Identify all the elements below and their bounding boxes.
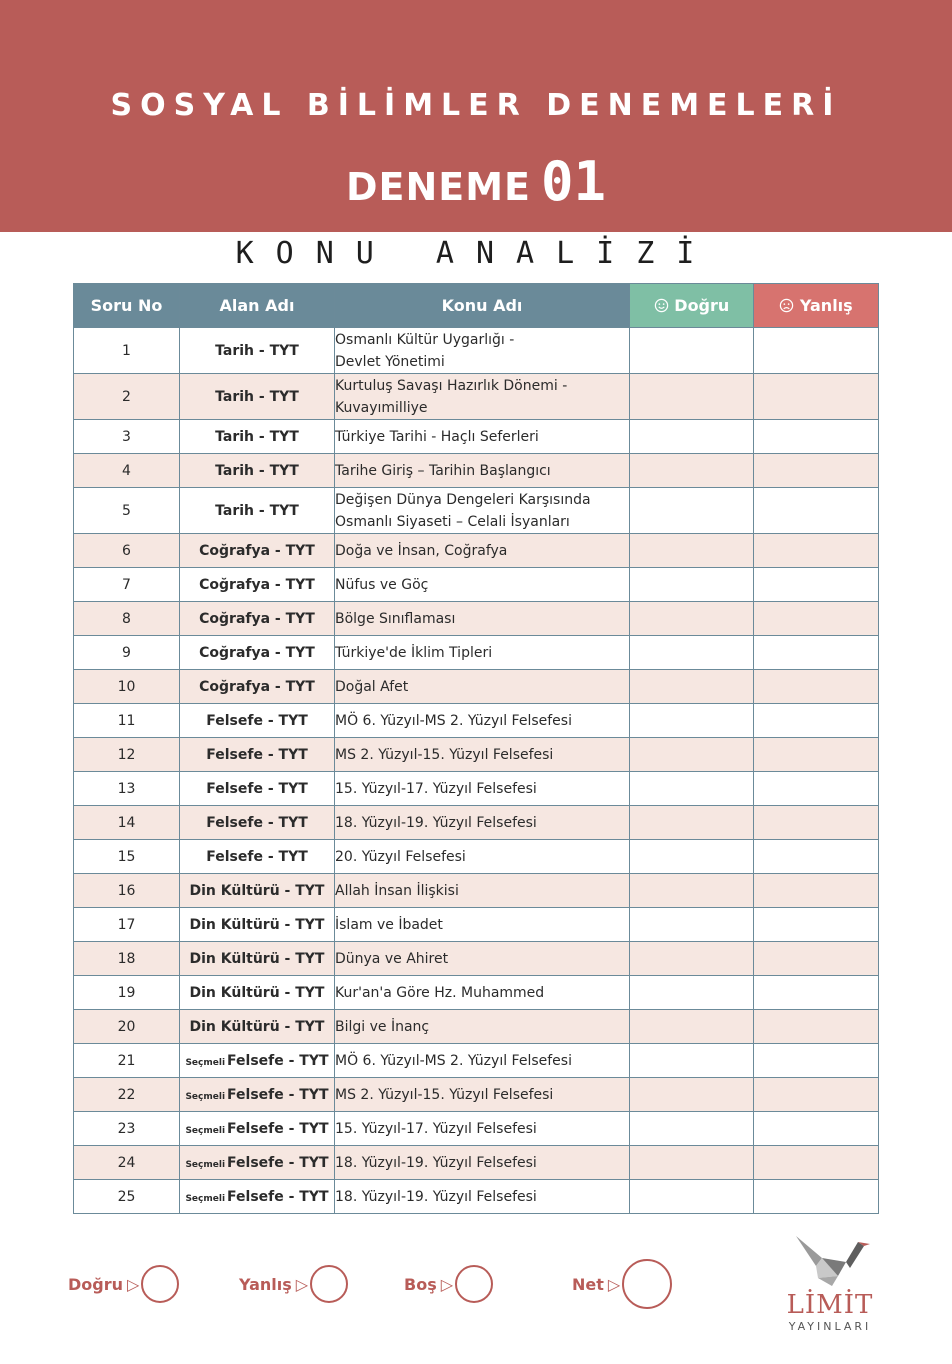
field-label: Coğrafya - TYT: [199, 542, 315, 559]
table-row: [74, 454, 879, 488]
topic-analysis-table: [73, 283, 879, 1214]
wrong-cell[interactable]: [754, 454, 879, 488]
wrong-cell[interactable]: [754, 738, 879, 772]
table-row: [74, 1044, 879, 1078]
field-label: Felsefe - TYT: [206, 848, 308, 865]
correct-cell[interactable]: [630, 806, 754, 840]
topic-name: 18. Yüzyıl-19. Yüzyıl Felsefesi: [335, 1146, 630, 1180]
table-row: [74, 704, 879, 738]
triangle-right-icon: ▷: [440, 1274, 454, 1294]
field-name: [180, 534, 335, 568]
topic-name: Türkiye Tarihi - Haçlı Seferleri: [335, 420, 630, 454]
field-label: Felsefe - TYT: [227, 1052, 329, 1069]
field-label: Coğrafya - TYT: [199, 678, 315, 695]
topic-name: Allah İnsan İlişkisi: [335, 874, 630, 908]
correct-cell[interactable]: [630, 568, 754, 602]
wrong-cell[interactable]: [754, 488, 879, 534]
correct-cell[interactable]: [630, 738, 754, 772]
correct-cell[interactable]: [630, 670, 754, 704]
wrong-cell[interactable]: [754, 806, 879, 840]
question-number: 19: [74, 976, 180, 1010]
logo-name: LİMİT: [786, 1290, 874, 1320]
header-banner: [0, 0, 952, 232]
publisher-logo: [778, 1232, 882, 1336]
header-field-name: Alan Adı: [180, 284, 335, 328]
wrong-cell[interactable]: [754, 942, 879, 976]
footer-correct-label: Doğru: [68, 1274, 124, 1294]
correct-cell[interactable]: [630, 488, 754, 534]
correct-cell[interactable]: [630, 602, 754, 636]
footer-empty-label: Boş: [404, 1274, 437, 1294]
field-name: [180, 1078, 335, 1112]
field-label: Felsefe - TYT: [206, 712, 308, 729]
topic-name: Türkiye'de İklim Tipleri: [335, 636, 630, 670]
table-row: [74, 738, 879, 772]
topic-name: İslam ve İbadet: [335, 908, 630, 942]
question-number: 3: [74, 420, 180, 454]
correct-cell[interactable]: [630, 1044, 754, 1078]
field-name: [180, 908, 335, 942]
series-title: SOSYAL BİLİMLER DENEMELERİ: [110, 88, 842, 123]
question-number: 13: [74, 772, 180, 806]
table-row: [74, 942, 879, 976]
wrong-cell[interactable]: [754, 976, 879, 1010]
field-name: [180, 454, 335, 488]
table-row: [74, 420, 879, 454]
correct-cell[interactable]: [630, 374, 754, 420]
field-name: [180, 806, 335, 840]
topic-name: Nüfus ve Göç: [335, 568, 630, 602]
elective-prefix: Seçmeli: [185, 1125, 226, 1136]
question-number: 18: [74, 942, 180, 976]
topic-name: MS 2. Yüzyıl-15. Yüzyıl Felsefesi: [335, 1078, 630, 1112]
wrong-cell[interactable]: [754, 534, 879, 568]
field-name: [180, 568, 335, 602]
footer-wrong-label: Yanlış: [239, 1274, 292, 1294]
question-number: 2: [74, 374, 180, 420]
field-name: [180, 1146, 335, 1180]
question-number: 12: [74, 738, 180, 772]
wrong-cell[interactable]: [754, 420, 879, 454]
wrong-cell[interactable]: [754, 602, 879, 636]
header-correct: [630, 284, 754, 328]
frown-icon: [779, 296, 794, 315]
table-row: [74, 1078, 879, 1112]
triangle-right-icon: ▷: [127, 1274, 140, 1294]
correct-cell[interactable]: [630, 328, 754, 374]
wrong-cell[interactable]: [754, 670, 879, 704]
wrong-cell[interactable]: [754, 568, 879, 602]
field-name: [180, 704, 335, 738]
table-row: [74, 772, 879, 806]
wrong-cell[interactable]: [754, 328, 879, 374]
field-name: [180, 328, 335, 374]
score-footer: [0, 1260, 760, 1310]
field-label: Tarih - TYT: [215, 388, 299, 405]
field-label: Din Kültürü - TYT: [189, 984, 325, 1001]
field-name: [180, 1044, 335, 1078]
topic-name: Değişen Dünya Dengeleri Karşısında Osmanlı Siyaseti – Celali İsyanları: [335, 488, 630, 534]
field-label: Felsefe - TYT: [227, 1086, 329, 1103]
header-topic-name: Konu Adı: [335, 284, 630, 328]
header-wrong: [754, 284, 879, 328]
field-label: Coğrafya - TYT: [199, 576, 315, 593]
topic-name: Doğal Afet: [335, 670, 630, 704]
section-title: KONU ANALİZİ: [235, 236, 717, 271]
field-label: Din Kültürü - TYT: [189, 916, 325, 933]
field-label: Tarih - TYT: [215, 342, 299, 359]
header-wrong-label: Yanlış: [799, 296, 853, 315]
correct-cell[interactable]: [630, 636, 754, 670]
field-label: Din Kültürü - TYT: [189, 950, 325, 967]
footer-net-label: Net: [572, 1274, 604, 1294]
correct-cell[interactable]: [630, 1078, 754, 1112]
exam-title: [0, 150, 952, 213]
question-number: 8: [74, 602, 180, 636]
question-number: 6: [74, 534, 180, 568]
topic-name: 18. Yüzyıl-19. Yüzyıl Felsefesi: [335, 806, 630, 840]
question-number: 7: [74, 568, 180, 602]
elective-prefix: Seçmeli: [185, 1091, 226, 1102]
table-row: [74, 670, 879, 704]
table-row: [74, 568, 879, 602]
exam-number: 01: [541, 150, 607, 213]
correct-cell[interactable]: [630, 976, 754, 1010]
field-name: [180, 840, 335, 874]
topic-name: Dünya ve Ahiret: [335, 942, 630, 976]
wrong-cell[interactable]: [754, 908, 879, 942]
elective-prefix: Seçmeli: [185, 1057, 226, 1068]
field-label: Tarih - TYT: [215, 428, 299, 445]
wrong-cell[interactable]: [754, 1044, 879, 1078]
topic-name: 15. Yüzyıl-17. Yüzyıl Felsefesi: [335, 772, 630, 806]
field-name: [180, 1112, 335, 1146]
wrong-cell[interactable]: [754, 840, 879, 874]
table-row: [74, 328, 879, 374]
wrong-cell[interactable]: [754, 1146, 879, 1180]
topic-name: Bölge Sınıflaması: [335, 602, 630, 636]
correct-cell[interactable]: [630, 772, 754, 806]
triangle-right-icon: ▷: [607, 1274, 621, 1294]
table-row: [74, 806, 879, 840]
field-name: [180, 942, 335, 976]
field-label: Felsefe - TYT: [227, 1188, 329, 1205]
field-label: Din Kültürü - TYT: [189, 882, 325, 899]
correct-cell[interactable]: [630, 420, 754, 454]
field-name: [180, 420, 335, 454]
question-number: 14: [74, 806, 180, 840]
footer-empty: [404, 1260, 493, 1308]
correct-cell[interactable]: [630, 534, 754, 568]
field-name: [180, 976, 335, 1010]
topic-name: 15. Yüzyıl-17. Yüzyıl Felsefesi: [335, 1112, 630, 1146]
table-row: [74, 840, 879, 874]
wrong-cell[interactable]: [754, 1078, 879, 1112]
field-name: [180, 1180, 335, 1214]
table-row: [74, 602, 879, 636]
topic-name: Tarihe Giriş – Tarihin Başlangıcı: [335, 454, 630, 488]
triangle-right-icon: ▷: [295, 1274, 309, 1294]
correct-cell[interactable]: [630, 1180, 754, 1214]
field-label: Tarih - TYT: [215, 462, 299, 479]
question-number: 5: [74, 488, 180, 534]
question-number: 15: [74, 840, 180, 874]
table-row: [74, 1180, 879, 1214]
topic-name: 18. Yüzyıl-19. Yüzyıl Felsefesi: [335, 1180, 630, 1214]
question-number: 21: [74, 1044, 180, 1078]
table-row: [74, 534, 879, 568]
table-row: [74, 908, 879, 942]
table-header-row: [74, 284, 879, 328]
wrong-cell[interactable]: [754, 874, 879, 908]
origami-bird-icon: [778, 1232, 882, 1290]
question-number: 4: [74, 454, 180, 488]
table-body: [74, 328, 879, 1214]
table-row: [74, 636, 879, 670]
correct-cell[interactable]: [630, 942, 754, 976]
footer-correct-circle[interactable]: [141, 1265, 179, 1303]
topic-name: Osmanlı Kültür Uygarlığı - Devlet Yönetimi: [335, 328, 630, 374]
correct-cell[interactable]: [630, 874, 754, 908]
question-number: 16: [74, 874, 180, 908]
correct-cell[interactable]: [630, 908, 754, 942]
question-number: 17: [74, 908, 180, 942]
field-name: [180, 772, 335, 806]
question-number: 23: [74, 1112, 180, 1146]
field-name: [180, 636, 335, 670]
topic-name: Kurtuluş Savaşı Hazırlık Dönemi - Kuvayımilliye: [335, 374, 630, 420]
question-number: 24: [74, 1146, 180, 1180]
question-number: 20: [74, 1010, 180, 1044]
field-label: Felsefe - TYT: [206, 746, 308, 763]
field-name: [180, 374, 335, 420]
table-row: [74, 374, 879, 420]
table-row: [74, 874, 879, 908]
table-row: [74, 488, 879, 534]
table-row: [74, 976, 879, 1010]
correct-cell[interactable]: [630, 1010, 754, 1044]
correct-cell[interactable]: [630, 1112, 754, 1146]
field-name: [180, 488, 335, 534]
exam-word: DENEME: [345, 165, 531, 209]
wrong-cell[interactable]: [754, 636, 879, 670]
topic-name: 20. Yüzyıl Felsefesi: [335, 840, 630, 874]
field-name: [180, 602, 335, 636]
field-label: Coğrafya - TYT: [199, 610, 315, 627]
question-number: 25: [74, 1180, 180, 1214]
elective-prefix: Seçmeli: [185, 1193, 226, 1204]
field-label: Felsefe - TYT: [206, 780, 308, 797]
footer-net-circle[interactable]: [622, 1259, 672, 1309]
question-number: 22: [74, 1078, 180, 1112]
wrong-cell[interactable]: [754, 1010, 879, 1044]
table-row: [74, 1010, 879, 1044]
wrong-cell[interactable]: [754, 1112, 879, 1146]
correct-cell[interactable]: [630, 454, 754, 488]
header-correct-label: Doğru: [674, 296, 730, 315]
field-label: Felsefe - TYT: [206, 814, 308, 831]
footer-empty-circle[interactable]: [455, 1265, 493, 1303]
table-row: [74, 1146, 879, 1180]
logo-subtitle: YAYINLARI: [788, 1320, 872, 1333]
field-label: Felsefe - TYT: [227, 1154, 329, 1171]
field-name: [180, 670, 335, 704]
wrong-cell[interactable]: [754, 704, 879, 738]
field-label: Felsefe - TYT: [227, 1120, 329, 1137]
topic-name: Kur'an'a Göre Hz. Muhammed: [335, 976, 630, 1010]
correct-cell[interactable]: [630, 704, 754, 738]
footer-correct: [68, 1260, 179, 1308]
correct-cell[interactable]: [630, 840, 754, 874]
smile-icon: [654, 296, 669, 315]
field-label: Tarih - TYT: [215, 502, 299, 519]
field-name: [180, 874, 335, 908]
correct-cell[interactable]: [630, 1146, 754, 1180]
footer-wrong: [239, 1260, 348, 1308]
topic-name: Doğa ve İnsan, Coğrafya: [335, 534, 630, 568]
topic-name: Bilgi ve İnanç: [335, 1010, 630, 1044]
field-label: Coğrafya - TYT: [199, 644, 315, 661]
wrong-cell[interactable]: [754, 1180, 879, 1214]
footer-wrong-circle[interactable]: [310, 1265, 348, 1303]
footer-net: [572, 1260, 672, 1308]
table-row: [74, 1112, 879, 1146]
question-number: 1: [74, 328, 180, 374]
field-name: [180, 1010, 335, 1044]
wrong-cell[interactable]: [754, 772, 879, 806]
question-number: 10: [74, 670, 180, 704]
wrong-cell[interactable]: [754, 374, 879, 420]
field-label: Din Kültürü - TYT: [189, 1018, 325, 1035]
topic-name: MS 2. Yüzyıl-15. Yüzyıl Felsefesi: [335, 738, 630, 772]
header-question-no: Soru No: [74, 284, 180, 328]
topic-name: MÖ 6. Yüzyıl-MS 2. Yüzyıl Felsefesi: [335, 1044, 630, 1078]
question-number: 11: [74, 704, 180, 738]
elective-prefix: Seçmeli: [185, 1159, 226, 1170]
topic-name: MÖ 6. Yüzyıl-MS 2. Yüzyıl Felsefesi: [335, 704, 630, 738]
question-number: 9: [74, 636, 180, 670]
field-name: [180, 738, 335, 772]
